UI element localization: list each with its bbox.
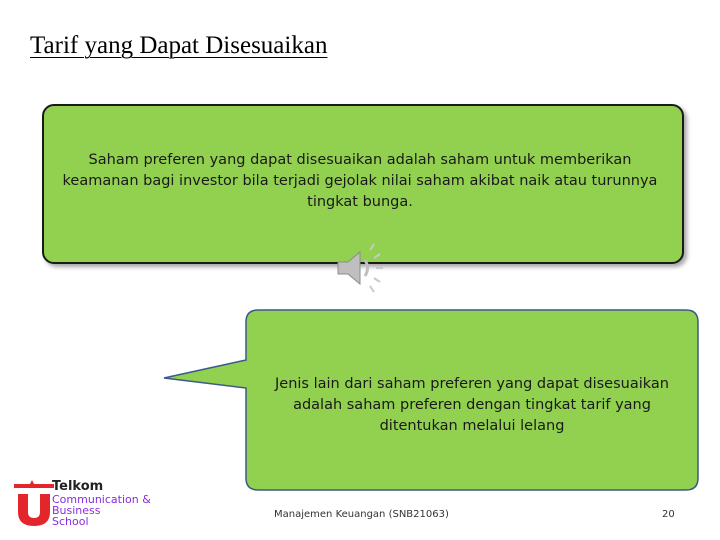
callout-text: Jenis lain dari saham preferen yang dapat disesuaikan adalah saham preferen dengan tingkat tarif yang ditentukan melalui lelang: [275, 376, 669, 434]
telkom-logo-icon: [12, 476, 56, 530]
logo-brand: Telkom: [52, 479, 104, 494]
footer-course: Manajemen Keuangan (SNB21063): [274, 509, 449, 520]
speaker-icon[interactable]: [332, 240, 388, 296]
page-number: 20: [662, 509, 675, 520]
slide-title: Tarif yang Dapat Disesuaikan: [30, 32, 328, 59]
logo-sub-line-1: Communication &: [52, 493, 151, 506]
logo-wordmark: [52, 481, 151, 527]
logo-sub-line-2: Business: [52, 504, 101, 517]
logo-sub-line-3: School: [52, 515, 89, 528]
definition-text: Saham preferen yang dapat disesuaikan adalah saham untuk memberikan keamanan bagi investor bila terjadi gejolak nilai saham akibat naik atau turunnya tingkat bunga.: [62, 152, 658, 210]
